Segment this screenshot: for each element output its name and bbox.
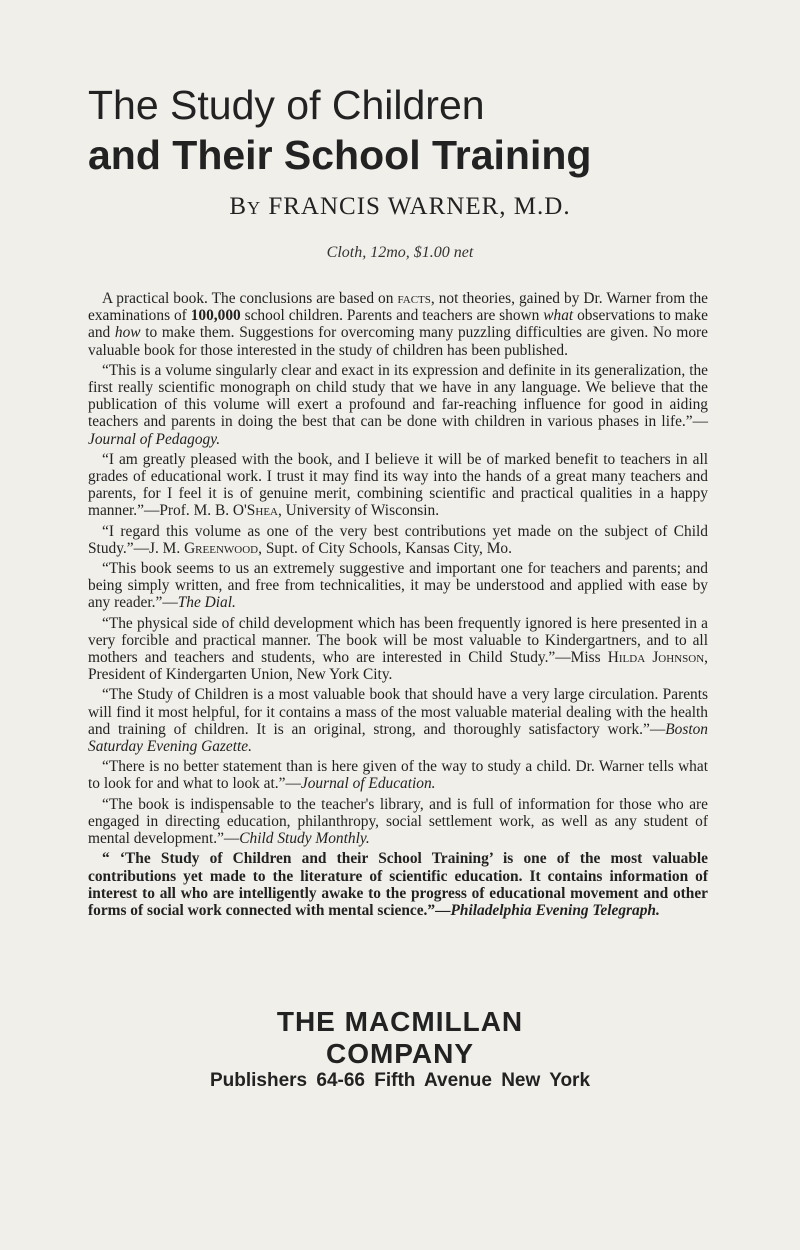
review-source: Philadelphia Evening Telegraph. [450,901,660,919]
review-source: Child Study Monthly. [239,830,370,848]
review-source: Journal of Pedagogy. [88,430,221,448]
review-source: Journal of Education. [300,775,436,793]
description-body [88,290,708,922]
intro-paragraph [88,290,708,359]
review-quote: “ ‘The Study of Children and their School Training’ is one of the most valuable contributions yet made to the literature of scientific education. It contains information of interest to all who are intelligently awake to the progress of educational movement and other forms of social work connected with mental science.”— [88,850,708,919]
review-quote: “The Study of Children is a most valuable book that should have a very large circulation. Parents will find it most helpful, for it contains a mass of the most valuable material dealing with the health and training of children. It is an original, strong, and thoroughly satisfactory work.”— [88,686,708,738]
review-author: Hilda Johnson [607,649,705,667]
intro-facts: facts [397,290,431,307]
price-line: Cloth, 12mo, $1.00 net [326,244,474,261]
intro-text-3: school children. Parents and teachers are shown [240,307,544,325]
review-affiliation: , University of Wisconsin. [277,502,440,520]
review-paragraph [88,758,708,792]
review-paragraph [88,796,708,848]
review-paragraph [88,560,708,612]
review-quote: “This book seems to us an extremely suggestive and important one for teachers and parents; and being simply written, and free from technicalities, it may be understood and applied with ease by any reader.”— [88,560,708,612]
book-title [88,80,728,180]
intro-what: what [543,307,574,325]
review-paragraph [88,523,708,557]
review-author: Greenwood [184,539,259,557]
intro-text-2: , not theories, gained by Dr. Warner from the examinations of [88,290,708,325]
author-name: FRANCIS WARNER, M.D. [268,193,571,220]
intro-text-5: to make them. Suggestions for overcoming many puzzling difficulties are given. No more valuable book for those interested in the study of children has been published. [88,324,708,359]
review-paragraph [88,850,708,919]
book-title-line-2: and Their School Training [88,132,592,178]
review-paragraph [88,686,708,755]
review-paragraph [88,362,708,448]
review-affiliation: , President of Kindergarten Union, New York City. [88,649,708,684]
review-quote: “The physical side of child development which has been frequently ignored is here presented in a very forcible and practical manner. The book will be most valuable to Kindergartners, and to all mothers and teachers and students, who are interested in Child Study.”—Miss [88,614,708,667]
publisher-address: Publishers 64-66 Fifth Avenue New York [209,1070,591,1091]
review-source: The Dial. [177,594,236,612]
review-quote: “I regard this volume as one of the very best contributions yet made on the subject of Child Study.”—J. M. [88,522,708,557]
review-author: O'Shea [232,502,278,520]
byline-prefix: By [229,193,262,220]
publisher-footer [200,1006,600,1092]
intro-text-4: observations to make and [88,307,709,342]
book-title-line-1: The Study of Children [88,82,485,128]
review-quote: “The book is indispensable to the teacher's library, and is full of information for those who are engaged in directing education, philanthropy, social settlement work, as well as any student of mental development.”— [88,795,708,848]
intro-count: 100,000 [190,307,241,325]
review-paragraph [88,615,708,684]
review-affiliation: , Supt. of City Schools, Kansas City, Mo. [258,539,512,557]
review-quote: “I am greatly pleased with the book, and I believe it will be of marked benefit to teachers in all grades of educational work. I trust it may find its way into the hands of a great many teachers and parents, for I feel it is of genuine merit, combining scientific and practical qualities in a happy manner.”—Prof. M. B. [88,450,708,520]
review-paragraph [88,451,708,520]
publisher-name: THE MACMILLAN COMPANY [276,1006,524,1069]
intro-text-1: A practical book. The conclusions are based on [102,290,398,307]
review-source: Boston Saturday Evening Gazette. [88,720,708,756]
intro-how: how [114,324,141,342]
review-quote: “This is a volume singularly clear and exact in its expression and definite in its generalization, the first really scientific monograph on child study that we have in any language. We believe that the publication of this volume will exert a profound and far-reaching influence for good in aiding teachers and parents in doing the best that can be done with children in various phases in life.”— [88,361,708,431]
author-byline [0,193,800,221]
review-quote: “There is no better statement than is here given of the way to study a child. Dr. Warner tells what to look for and what to look at.”— [88,758,708,793]
